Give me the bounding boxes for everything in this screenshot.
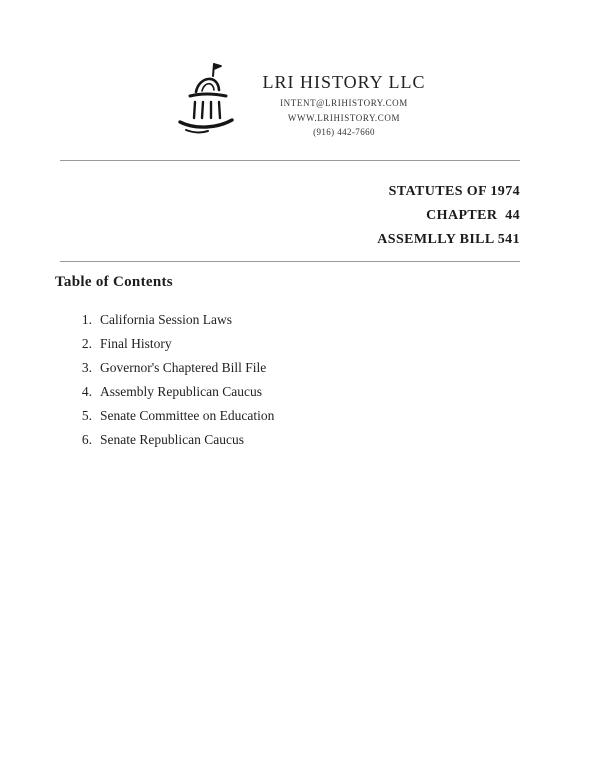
company-website: WWW.LRIHISTORY.COM: [287, 113, 401, 123]
toc-item-label: Governor's Chaptered Bill File: [100, 360, 267, 375]
toc-item: [70, 380, 500, 404]
company-name: LRI HISTORY LLC: [262, 72, 426, 92]
toc-item: [70, 356, 500, 380]
toc-item-number: 6.: [81, 432, 92, 447]
statutes-year-line: STATUTES OF 1974: [388, 184, 520, 199]
toc-item-label: Senate Republican Caucus: [100, 432, 244, 447]
capitol-building-icon: [174, 60, 238, 138]
company-phone: (916) 442-7660: [313, 127, 375, 137]
toc-item-label: Senate Committee on Education: [100, 408, 275, 423]
divider-top: [60, 160, 520, 161]
toc-item: [70, 428, 500, 452]
toc-item-number: 1.: [81, 312, 92, 327]
toc-item: [70, 332, 500, 356]
toc-item-label: Assembly Republican Caucus: [100, 384, 262, 399]
company-email: INTENT@LRIHISTORY.COM: [280, 98, 408, 108]
toc-item-number: 4.: [81, 384, 92, 399]
toc-item-label: Final History: [100, 336, 172, 351]
toc-list: [70, 308, 500, 452]
toc-item-number: 2.: [81, 336, 92, 351]
toc-item-number: 5.: [81, 408, 92, 423]
statute-reference: [377, 180, 520, 252]
letterhead-text: [262, 58, 425, 137]
toc-item-label: California Session Laws: [100, 312, 232, 327]
toc-item: [70, 404, 500, 428]
chapter-line: CHAPTER 44: [426, 208, 520, 223]
toc-item: [70, 308, 500, 332]
bill-number-line: ASSEMLLY BILL 541: [377, 232, 520, 247]
letterhead: [0, 58, 600, 138]
toc-title: Table of Contents: [55, 274, 173, 290]
toc-item-number: 3.: [81, 360, 92, 375]
divider-bottom: [60, 261, 520, 262]
